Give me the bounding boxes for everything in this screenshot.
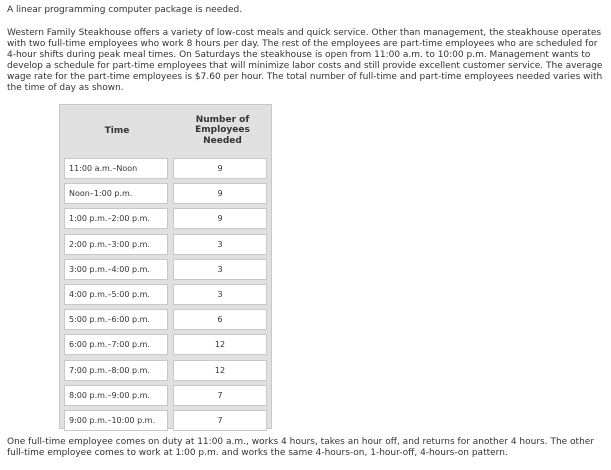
table-row xyxy=(60,181,271,206)
table-header xyxy=(60,105,271,156)
employees-needed-cell: 3 xyxy=(173,259,267,280)
header-employees-needed xyxy=(174,105,271,156)
header-time: Time xyxy=(104,125,130,136)
time-cell: 6:00 p.m.–7:00 p.m. xyxy=(64,334,168,355)
time-cell: 11:00 a.m.–Noon xyxy=(64,158,168,179)
employees-needed-cell: 6 xyxy=(173,309,267,330)
table-row xyxy=(60,358,271,383)
table-row xyxy=(60,257,271,282)
table-row xyxy=(60,307,271,332)
employees-needed-cell: 3 xyxy=(173,284,267,305)
employees-needed-cell: 9 xyxy=(173,158,267,179)
table-row xyxy=(60,156,271,181)
time-cell: 7:00 p.m.–8:00 p.m. xyxy=(64,360,168,381)
table-row xyxy=(60,332,271,357)
table-row xyxy=(60,282,271,307)
employees-needed-cell: 9 xyxy=(173,183,267,204)
time-cell: 4:00 p.m.–5:00 p.m. xyxy=(64,284,168,305)
employees-needed-cell: 3 xyxy=(173,234,267,255)
table-row xyxy=(60,206,271,231)
time-cell: Noon–1:00 p.m. xyxy=(64,183,168,204)
employees-needed-cell: 7 xyxy=(173,385,267,406)
time-cell: 3:00 p.m.–4:00 p.m. xyxy=(64,259,168,280)
table-row xyxy=(60,383,271,408)
time-cell: 5:00 p.m.–6:00 p.m. xyxy=(64,309,168,330)
time-cell: 2:00 p.m.–3:00 p.m. xyxy=(64,234,168,255)
problem-description: Western Family Steakhouse offers a variety of low-cost meals and quick service. Other than management, the steakhouse operates with two full-time employees who work 8 hours per day. The rest of the employees are part-time employees who are scheduled for 4-hour shifts during peak meal times. On Saturdays the steakhouse is open from 11:00 a.m. to 10:00 p.m. Management wants to develop a schedule for part-time employees that will minimize labor costs and still provide excellent customer service. The average wage rate for the part-time employees is $7.60 per hour. The total number of full-time and part-time employees needed varies with the time of day as shown. xyxy=(7,28,603,93)
time-cell: 9:00 p.m.–10:00 p.m. xyxy=(64,410,168,431)
employees-needed-cell: 7 xyxy=(173,410,267,431)
header-employees-needed-label: Number of Employees Needed xyxy=(195,114,250,146)
employees-needed-cell: 12 xyxy=(173,360,267,381)
time-cell: 8:00 p.m.–9:00 p.m. xyxy=(64,385,168,406)
employees-needed-cell: 9 xyxy=(173,208,267,229)
employees-needed-cell: 12 xyxy=(173,334,267,355)
table-row xyxy=(60,232,271,257)
intro-text: A linear programming computer package is needed. xyxy=(7,5,243,15)
time-cell: 1:00 p.m.–2:00 p.m. xyxy=(64,208,168,229)
table-row xyxy=(60,408,271,433)
staffing-table xyxy=(59,104,272,429)
footer-text: One full-time employee comes on duty at 11:00 a.m., works 4 hours, takes an hour off, and returns for another 4 hours. The other full-time employee comes to work at 1:00 p.m. and works the same 4-hours-on, 1-hour-off, 4-hours-on pattern. xyxy=(7,437,595,458)
